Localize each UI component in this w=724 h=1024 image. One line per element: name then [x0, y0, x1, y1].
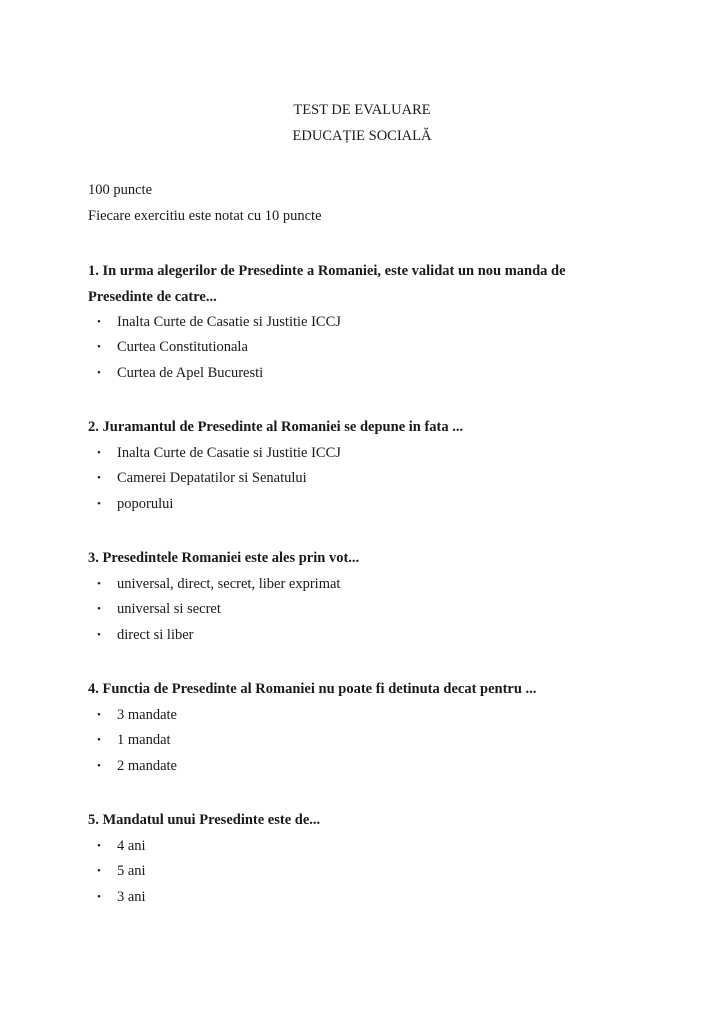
bullet-icon: • — [97, 578, 101, 590]
bullet-icon: • — [97, 316, 101, 328]
bullet-icon: • — [97, 734, 101, 746]
question-2-option-1 — [97, 444, 341, 462]
question-5-line-1: 5. Mandatul unui Presedinte este de... — [88, 812, 321, 828]
question-5-option-2 — [97, 862, 146, 880]
question-3-line-1: 3. Presedintele Romaniei este ales prin vot... — [88, 550, 360, 566]
total-points: 100 puncte — [88, 182, 153, 198]
option-text: 3 ani — [117, 889, 146, 905]
question-1-option-1 — [97, 313, 341, 331]
question-3-option-3 — [97, 626, 194, 644]
question-4-option-1 — [97, 706, 177, 724]
question-1-option-2 — [97, 338, 248, 356]
bullet-icon: • — [97, 760, 101, 772]
question-1-line-2: Presedinte de catre... — [88, 289, 217, 305]
bullet-icon: • — [97, 447, 101, 459]
option-text: Curtea Constitutionala — [117, 339, 248, 355]
question-5-option-3 — [97, 888, 146, 906]
scoring-note: Fiecare exercitiu este notat cu 10 puncte — [88, 208, 322, 224]
option-text: poporului — [117, 496, 174, 512]
option-text: Inalta Curte de Casatie si Justitie ICCJ — [117, 445, 341, 461]
question-3-option-1 — [97, 575, 340, 593]
option-text: 4 ani — [117, 838, 146, 854]
question-2-line-1: 2. Juramantul de Presedinte al Romaniei se depune in fata ... — [88, 419, 464, 435]
bullet-icon: • — [97, 891, 101, 903]
document-title: TEST DE EVALUARE — [293, 102, 431, 118]
option-text: 1 mandat — [117, 732, 171, 748]
bullet-icon: • — [97, 498, 101, 510]
option-text: direct si liber — [117, 627, 194, 643]
option-text: Curtea de Apel Bucuresti — [117, 365, 264, 381]
question-4-line-1: 4. Functia de Presedinte al Romaniei nu poate fi detinuta decat pentru ... — [88, 681, 537, 697]
bullet-icon: • — [97, 472, 101, 484]
question-4-option-3 — [97, 757, 177, 775]
bullet-icon: • — [97, 709, 101, 721]
document-subtitle: EDUCAȚIE SOCIALĂ — [292, 128, 432, 144]
bullet-icon: • — [97, 603, 101, 615]
option-text: 5 ani — [117, 863, 146, 879]
question-2-option-3 — [97, 495, 173, 513]
bullet-icon: • — [97, 840, 101, 852]
option-text: 2 mandate — [117, 758, 177, 774]
question-1-line-1: 1. In urma alegerilor de Presedinte a Romaniei, este validat un nou manda de — [88, 263, 566, 279]
bullet-icon: • — [97, 367, 101, 379]
question-5-option-1 — [97, 837, 146, 855]
option-text: Inalta Curte de Casatie si Justitie ICCJ — [117, 314, 341, 330]
question-1-option-3 — [97, 364, 263, 382]
bullet-icon: • — [97, 629, 101, 641]
question-3-option-2 — [97, 600, 221, 618]
question-2-option-2 — [97, 469, 307, 487]
question-4-option-2 — [97, 731, 171, 749]
bullet-icon: • — [97, 865, 101, 877]
option-text: 3 mandate — [117, 707, 177, 723]
bullet-icon: • — [97, 341, 101, 353]
option-text: universal, direct, secret, liber exprimat — [117, 576, 341, 592]
option-text: universal si secret — [117, 601, 221, 617]
option-text: Camerei Depatatilor si Senatului — [117, 470, 307, 486]
